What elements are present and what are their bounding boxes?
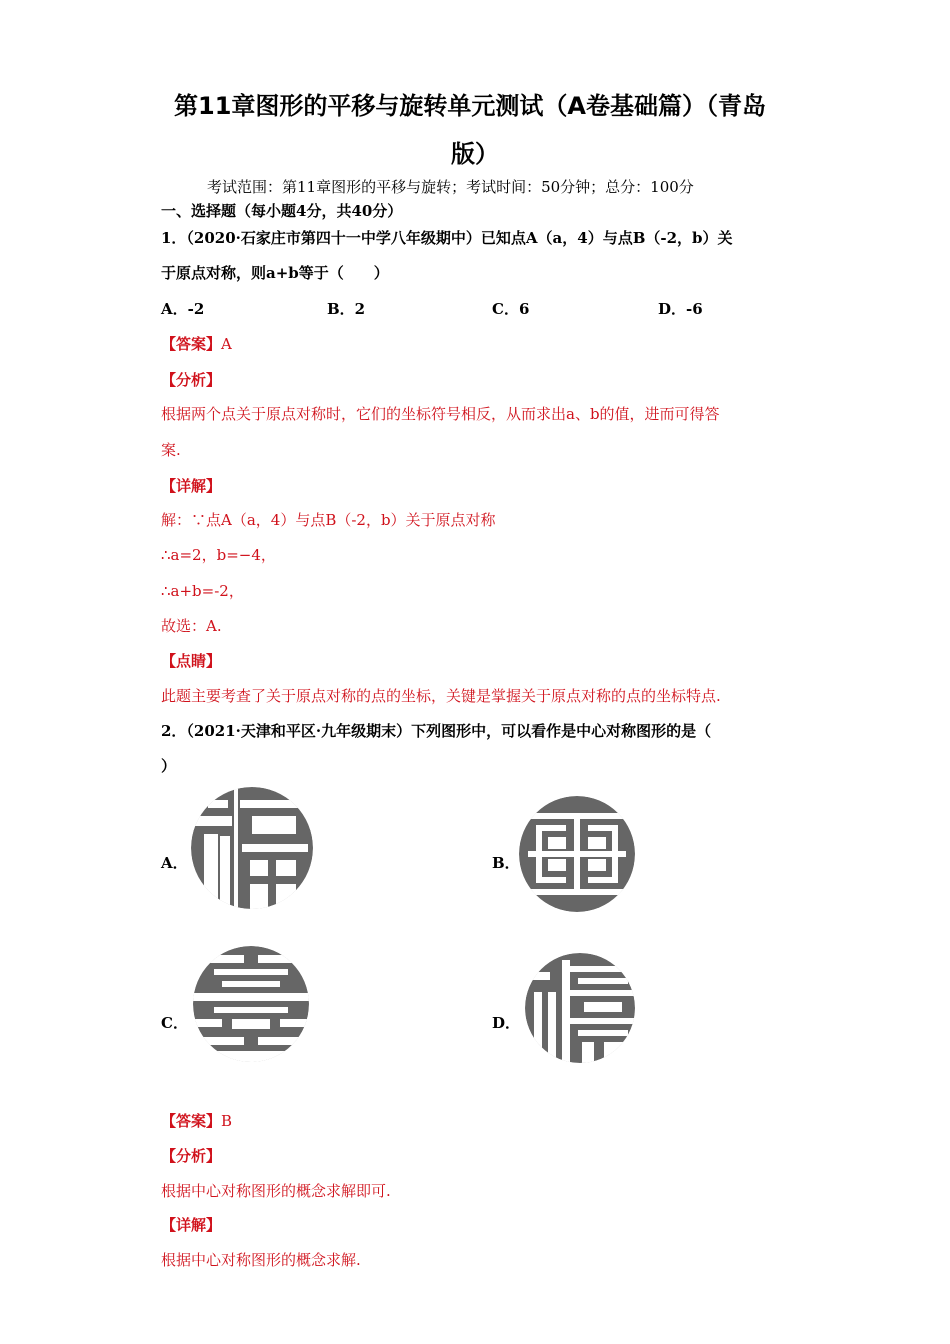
q1-stem-line2: 于原点对称，则a+b等于（ ） bbox=[161, 264, 389, 282]
xi-character-figure bbox=[524, 952, 636, 1064]
section-heading: 一、选择题（每小题4分，共40分） bbox=[161, 202, 403, 220]
q2-answer-value: B bbox=[221, 1112, 233, 1130]
q2-detail-label: 【详解】 bbox=[161, 1216, 222, 1234]
page-title-line1: 第11章图形的平移与旋转单元测试（A卷基础篇）（青岛 bbox=[174, 92, 766, 120]
q1-detail-line: 故选：A. bbox=[161, 617, 222, 635]
q1-detail-line: 解：∵点A（a，4）与点B（-2，b）关于原点对称 bbox=[161, 511, 496, 529]
page-title-line2: 版） bbox=[451, 140, 499, 168]
q1-analysis-line1: 根据两个点关于原点对称时，它们的坐标符号相反，从而求出a、b的值，进而可得答 bbox=[161, 405, 720, 423]
q1-answer bbox=[161, 333, 232, 354]
q2-analysis-label: 【分析】 bbox=[161, 1147, 222, 1165]
q2-stem-line1: 2．（2021·天津和平区·九年级期末）下列图形中，可以看作是中心对称图形的是（ bbox=[161, 722, 712, 740]
q1-analysis-line2: 案. bbox=[161, 441, 181, 459]
shou-character-figure bbox=[192, 945, 310, 1063]
q1-detail-label: 【详解】 bbox=[161, 477, 222, 495]
q1-comment: 此题主要考查了关于原点对称的点的坐标，关键是掌握关于原点对称的点的坐标特点. bbox=[161, 687, 721, 705]
q1-option-c: C．6 bbox=[492, 300, 530, 318]
q2-analysis: 根据中心对称图形的概念求解即可. bbox=[161, 1182, 391, 1200]
q1-stem-line1: 1．（2020·石家庄市第四十一中学八年级期中）已知点A（a，4）与点B（-2，b）关 bbox=[161, 229, 733, 247]
q2-answer bbox=[161, 1110, 232, 1131]
q1-answer-value: A bbox=[221, 335, 232, 353]
q2-option-a-label: A． bbox=[161, 854, 188, 872]
q1-detail-line: ∴a+b=-2， bbox=[161, 582, 244, 600]
exam-meta: 考试范围：第11章图形的平移与旋转；考试时间：50分钟；总分：100分 bbox=[207, 178, 694, 196]
q2-option-d-label: D． bbox=[492, 1014, 521, 1032]
q1-analysis-label: 【分析】 bbox=[161, 371, 222, 389]
q1-option-a: A．-2 bbox=[161, 300, 205, 318]
q2-option-b-label: B． bbox=[492, 854, 520, 872]
fu-character-figure bbox=[190, 786, 314, 910]
q2-option-c-label: C． bbox=[161, 1014, 188, 1032]
q1-detail-line: ∴a=2，b=−4， bbox=[161, 546, 276, 564]
q1-answer-label: 【答案】 bbox=[161, 335, 222, 353]
q2-stem-line2: ） bbox=[161, 757, 177, 775]
q2-detail: 根据中心对称图形的概念求解. bbox=[161, 1251, 361, 1269]
q2-answer-label: 【答案】 bbox=[161, 1112, 222, 1130]
q1-comment-label: 【点睛】 bbox=[161, 652, 222, 670]
lu-character-figure bbox=[518, 795, 636, 913]
q1-option-b: B．2 bbox=[327, 300, 366, 318]
q1-option-d: D．-6 bbox=[658, 300, 703, 318]
